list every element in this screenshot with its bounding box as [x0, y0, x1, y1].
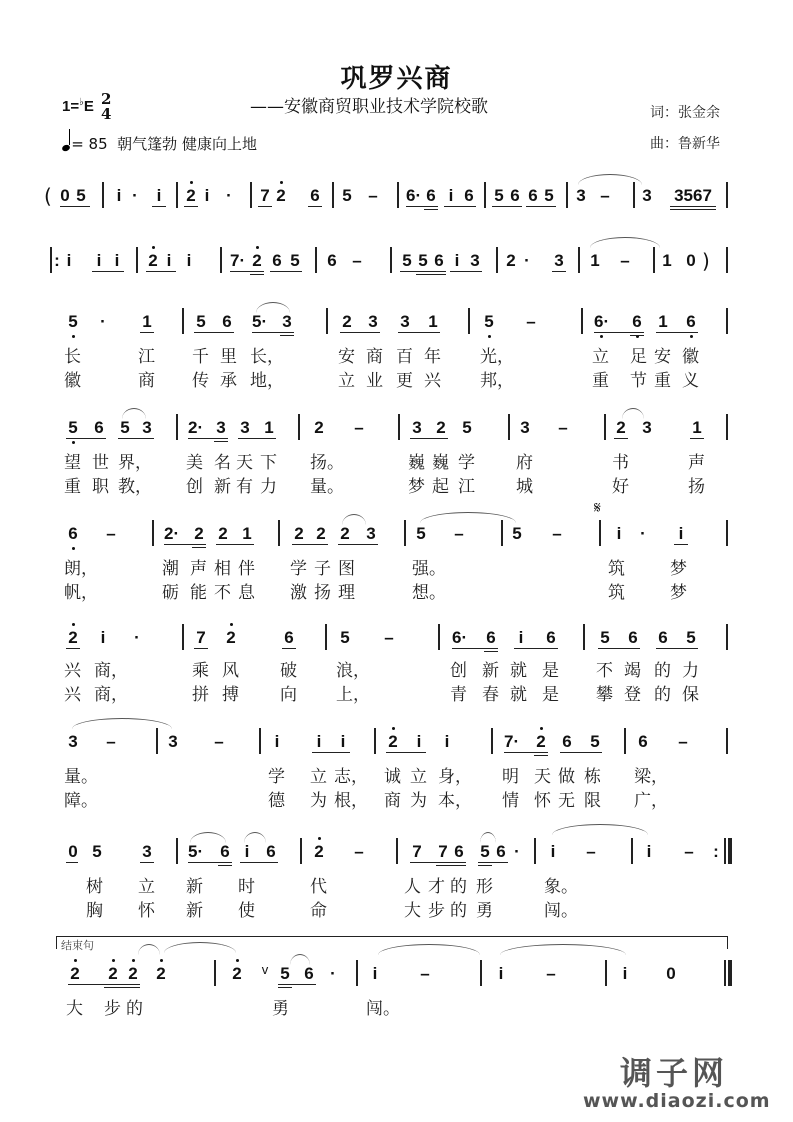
coda-label: 结束句	[61, 939, 94, 952]
key-note: E	[83, 97, 94, 115]
tempo-marking	[62, 133, 257, 154]
paren-open: (	[44, 184, 52, 208]
tempo-value: = 85	[71, 135, 108, 153]
tempo-text: 朝气篷勃 健康向上地	[117, 135, 257, 153]
score-line-coda: 2 2 2 2 2 v 5 6 · i – i – i 0 大 步 的 勇 闯。	[0, 958, 793, 1058]
score-line-intro-1: ( 0 5 i · i 2 i · 7 2 6 5 – 6· 6 i 6 5 6 6 5 3 – 3 3567	[0, 180, 793, 280]
song-subtitle: ——安徽商贸职业技术学院校歌	[250, 97, 488, 117]
time-signature: 2 4	[101, 90, 112, 123]
quarter-note-icon	[61, 144, 71, 152]
score-line-verse-2: 5 6 5 3 2· 3 3 1 2 – 3 2 5 3 – 2 3 1 望 世 界， 美 名 天 下 扬。 巍 巍 学 府 书 声 重 职 教， 创 新 有 力 量。 梦 起 江 城 好 扬	[0, 412, 793, 512]
repeat-end-dots: :	[713, 842, 719, 861]
composer-credit: 曲：鲁新华	[650, 136, 720, 152]
key-label: 1=	[62, 97, 80, 115]
score-line-verse-1: 5 · 1 5 6 5· 3 2 3 3 1 5 – 6· 6 1 6 长 江 千 里 长， 安 商 百 年 光， 立 足 安 徽 徽 商 传 承 地， 立 业 更 兴 邦， 重 节 重 义	[0, 306, 793, 406]
key-signature	[62, 92, 111, 122]
lyricist-credit: 词：张金余	[650, 105, 720, 121]
repeat-end-bar	[728, 838, 732, 864]
repeat-start	[50, 247, 52, 273]
watermark-logo: 调子网	[620, 1054, 729, 1092]
flat-icon: ♭	[79, 96, 84, 108]
score-line-verse-3: 6 – 2· 2 2 1 2 2 2 3 5 – 5 – 𝄋 i · i 朗， 潮 声 相 伴 学 子 图 强。 筑 梦 帆， 砺 能 不 息 激 扬 理 想。 筑 梦	[0, 518, 793, 618]
score-line-chorus-3: 0 5 3 5· 6 i 6 2 – 7 7 6 5 6 · i – i – : 树 立 新 时 代 人 才 的 形 象。 胸 怀 新 使 命 大 步 的 勇 闯。	[0, 836, 793, 936]
score-line-chorus-1: 2 i · 7 2 6 5 – 6· 6 i 6 5 6 6 5 兴 商， 乘 风 破 浪， 创 新 就 是 不 竭 的 力 兴 商， 拼 搏 向 上， 青 春 就 是 攀 登 的 保	[0, 622, 793, 722]
paren-close: )	[702, 249, 710, 273]
final-bar	[728, 960, 732, 986]
segno-icon: 𝄋	[594, 498, 601, 517]
barline	[102, 182, 104, 208]
breath-mark: v	[261, 962, 269, 977]
score-line-chorus-2: 3 – 3 – i i i 2 i i 7· 2 6 5 6 – 量。 学 立 志， 诚 立 身， 明 天 做 栋 梁， 障。 德 为 根， 商 为 本， 情 怀 无 限 广，	[0, 726, 793, 826]
song-title: 巩罗兴商	[340, 64, 453, 94]
score-line-intro-2: : i i i 2 i i 7· 2 6 5 6 – 5 5 6 i 3 2 · 3 1 – 1 0 )	[0, 245, 793, 345]
watermark-url: www.diaozi.com	[583, 1090, 771, 1112]
